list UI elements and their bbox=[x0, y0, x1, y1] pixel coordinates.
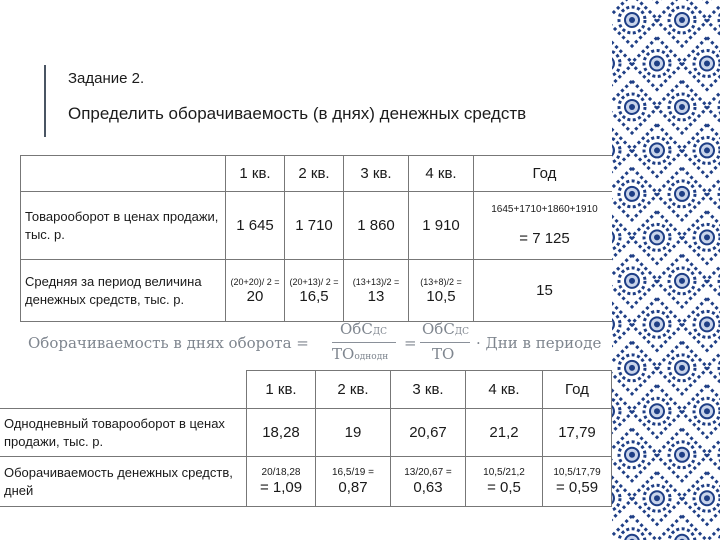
header-q1: 1 кв. bbox=[226, 156, 285, 192]
cell-value: 21,2 bbox=[466, 409, 543, 457]
cell-formula-value bbox=[226, 260, 285, 322]
row-label: Однодневный товарооборот в ценах продажи, тыс. р. bbox=[0, 409, 247, 457]
cell-formula-value bbox=[344, 260, 409, 322]
header-q4: 4 кв. bbox=[466, 371, 543, 409]
formula-rhs: · Дни в периоде bbox=[476, 334, 602, 352]
header-q2: 2 кв. bbox=[285, 156, 344, 192]
header-q1: 1 кв. bbox=[247, 371, 316, 409]
fraction-line-2 bbox=[420, 342, 470, 343]
cell-formula-value bbox=[391, 457, 466, 507]
cell-formula: 10,5/17,79 bbox=[553, 467, 601, 478]
cell-formula: (20+13)/ 2 = bbox=[289, 277, 339, 287]
header-q3: 3 кв. bbox=[344, 156, 409, 192]
decorative-pattern bbox=[612, 0, 720, 540]
task-label: Задание 2. bbox=[68, 70, 145, 87]
cell-value: 0,87 bbox=[338, 479, 368, 496]
cell-formula: (13+8)/2 = bbox=[420, 277, 462, 287]
cell-formula-value bbox=[409, 260, 474, 322]
table-row bbox=[21, 260, 616, 322]
cell-value: 15 bbox=[474, 260, 616, 322]
cell-value: 20,67 bbox=[391, 409, 466, 457]
fraction-line bbox=[332, 342, 396, 343]
cell-value: = 0,5 bbox=[487, 479, 521, 496]
turnover-table bbox=[20, 155, 616, 322]
cell-value: = 0,59 bbox=[555, 479, 599, 496]
slide-heading: Определить оборачиваемость (в днях) денежных средств bbox=[68, 104, 527, 123]
cell-value: 1 860 bbox=[344, 192, 409, 260]
formula-numerator: ОбСДС bbox=[340, 320, 388, 338]
table-header-row bbox=[0, 371, 612, 409]
header-q3: 3 кв. bbox=[391, 371, 466, 409]
cell-formula-value bbox=[247, 457, 316, 507]
header-empty-cell bbox=[21, 156, 226, 192]
row-label: Товарооборот в ценах продажи, тыс. р. bbox=[21, 192, 226, 260]
header-q4: 4 кв. bbox=[409, 156, 474, 192]
header-year: Год bbox=[474, 156, 616, 192]
accent-bar bbox=[44, 65, 46, 137]
cell-value: 13 bbox=[367, 288, 385, 305]
table-row bbox=[21, 192, 616, 260]
cell-formula: (13+13)/2 = bbox=[352, 277, 400, 287]
cell-formula: 16,5/19 = bbox=[332, 467, 374, 478]
cell-value: 10,5 bbox=[426, 288, 456, 305]
row-label: Оборачиваемость денежных средств, дней bbox=[0, 457, 247, 507]
cell-formula: (20+20)/ 2 = bbox=[230, 277, 280, 287]
cell-value: 20 bbox=[246, 288, 264, 305]
formula-numerator-2: ОбСДС bbox=[422, 320, 470, 338]
header-year: Год bbox=[543, 371, 612, 409]
row-label: Средняя за период величина денежных средств, тыс. р. bbox=[21, 260, 226, 322]
cell-formula-value bbox=[285, 260, 344, 322]
turnover-formula bbox=[28, 320, 608, 366]
cell-formula: 13/20,67 = bbox=[404, 467, 452, 478]
cell-formula: 20/18,28 bbox=[261, 467, 301, 478]
formula-denominator-2: ТО bbox=[432, 345, 455, 363]
cell-value: 17,79 bbox=[543, 409, 612, 457]
cell-year-total bbox=[474, 192, 616, 260]
formula-lhs: Оборачиваемость в днях оборота = bbox=[28, 334, 309, 352]
table-header-row bbox=[21, 156, 616, 192]
table-row bbox=[0, 457, 612, 507]
pattern-ornament-icon bbox=[612, 0, 720, 540]
cell-value: 18,28 bbox=[247, 409, 316, 457]
cell-formula: 10,5/21,2 bbox=[483, 467, 525, 478]
table-row bbox=[0, 409, 612, 457]
header-q2: 2 кв. bbox=[316, 371, 391, 409]
cell-formula: 1645+1710+1860+1910 bbox=[491, 204, 598, 215]
formula-denominator: ТОоднодн bbox=[332, 345, 389, 363]
cell-value: = 1,09 bbox=[259, 479, 303, 496]
cell-value: 16,5 bbox=[299, 288, 329, 305]
cell-value: 1 645 bbox=[226, 192, 285, 260]
cell-value: 1 710 bbox=[285, 192, 344, 260]
cell-value: 19 bbox=[316, 409, 391, 457]
cell-value: 0,63 bbox=[413, 479, 443, 496]
cell-formula-value bbox=[543, 457, 612, 507]
days-turnover-table bbox=[0, 370, 612, 507]
formula-equals: = bbox=[404, 334, 417, 352]
header-empty-cell bbox=[0, 371, 247, 409]
cell-value: = 7 125 bbox=[519, 230, 570, 247]
cell-value: 1 910 bbox=[409, 192, 474, 260]
cell-formula-value bbox=[466, 457, 543, 507]
cell-formula-value bbox=[316, 457, 391, 507]
